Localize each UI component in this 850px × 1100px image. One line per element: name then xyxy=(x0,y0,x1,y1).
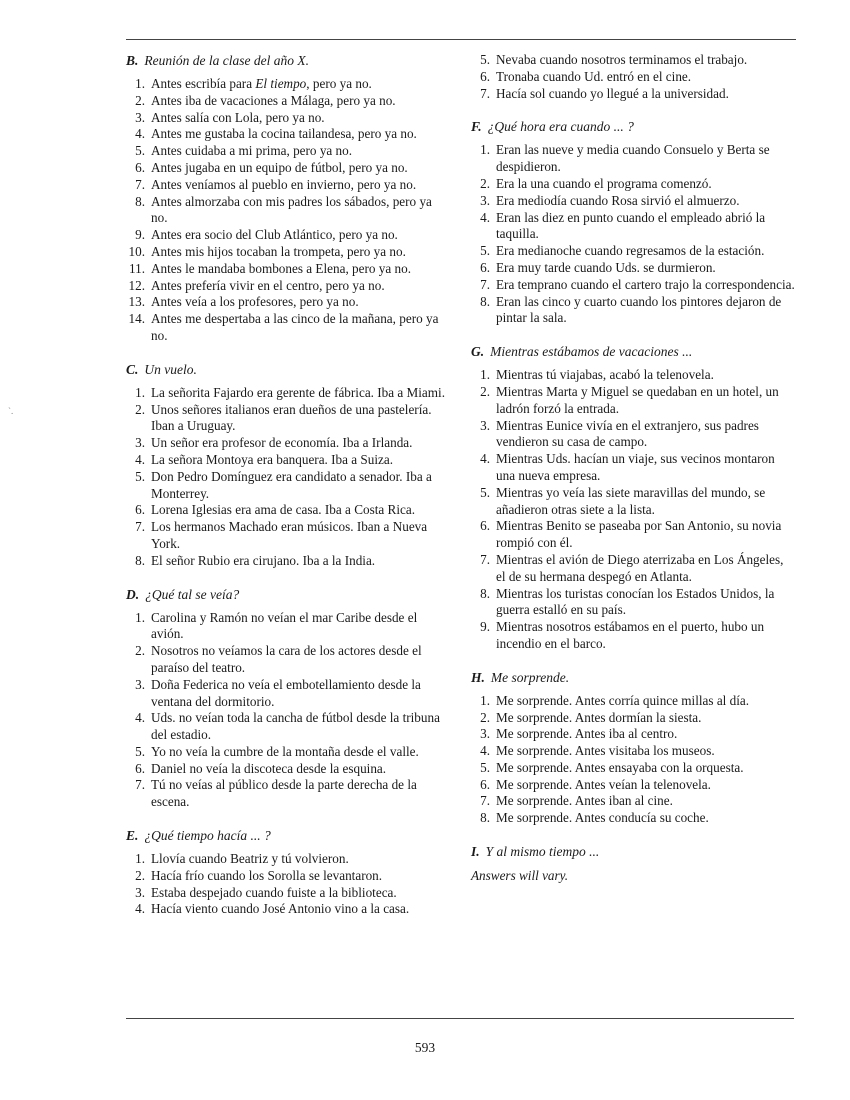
section-heading xyxy=(126,586,446,603)
item-text: Me sorprende. Antes conducía su coche. xyxy=(496,810,709,826)
list-item xyxy=(471,810,796,827)
item-text: Mientras el avión de Diego aterrizaba en Los Ángeles, el de su hermana despegó en Atlanta. xyxy=(496,551,784,584)
item-text: Don Pedro Domínguez era candidato a senador. Iba a Monterrey. xyxy=(151,468,432,501)
item-number: 2. xyxy=(135,867,145,883)
list-item xyxy=(126,777,446,811)
item-text: Lorena Iglesias era ama de casa. Iba a Costa Rica. xyxy=(151,502,415,518)
section-b xyxy=(126,52,446,345)
item-text: Yo no veía la cumbre de la montaña desde el valle. xyxy=(151,743,419,759)
item-text: Los hermanos Machado eran músicos. Iban a Nueva York. xyxy=(151,519,428,551)
item-text: Estaba despejado cuando fuiste a la biblioteca. xyxy=(151,884,397,900)
item-text: Antes jugaba en un equipo de fútbol, pero ya no. xyxy=(151,159,408,175)
item-number: 5. xyxy=(480,243,490,259)
section-h xyxy=(471,669,796,827)
list-item xyxy=(126,677,446,711)
item-number: 7. xyxy=(135,176,145,192)
list-item xyxy=(471,260,796,277)
item-text: Era la una cuando el programa comenzó. xyxy=(496,175,712,191)
item-number: 12. xyxy=(128,277,145,293)
section-letter: I. xyxy=(471,844,480,860)
section-heading xyxy=(471,843,796,860)
list-item xyxy=(471,586,796,620)
list-item xyxy=(471,210,796,244)
item-number: 1. xyxy=(135,851,145,867)
item-number: 2. xyxy=(135,92,145,108)
item-text: Eran las cinco y cuarto cuando los pintores dejaron de pintar la sala. xyxy=(496,293,782,326)
item-text: Me sorprende. Antes veían la telenovela. xyxy=(496,776,711,792)
list-item xyxy=(126,744,446,761)
item-number: 4. xyxy=(135,710,145,726)
item-text: Antes era socio del Club Atlántico, pero ya no. xyxy=(151,227,398,243)
answer-note: Answers will vary. xyxy=(471,868,569,884)
list-item xyxy=(471,760,796,777)
item-number: 9. xyxy=(480,619,490,635)
item-text: Llovía cuando Beatriz y tú volvieron. xyxy=(151,851,349,867)
section-letter: C. xyxy=(126,361,139,377)
item-number: 6. xyxy=(480,68,490,84)
list-item xyxy=(471,743,796,760)
item-number: 7. xyxy=(135,777,145,793)
answer-list xyxy=(471,142,796,327)
item-number: 7. xyxy=(480,276,490,292)
item-text: Era medianoche cuando regresamos de la estación. xyxy=(496,243,765,259)
page-number: 593 xyxy=(414,1040,436,1055)
item-text: Mientras los turistas conocían los Estados Unidos, la guerra estalló en su país. xyxy=(496,585,775,618)
list-item xyxy=(126,160,446,177)
list-item xyxy=(126,710,446,744)
section-heading xyxy=(126,361,446,378)
item-number: 1. xyxy=(135,384,145,400)
item-text: Antes mis hijos tocaban la trompeta, pero ya no. xyxy=(151,243,406,259)
item-number: 3. xyxy=(135,435,145,451)
section-letter: H. xyxy=(471,669,485,685)
list-item xyxy=(471,451,796,485)
section-heading xyxy=(126,52,446,69)
item-number: 7. xyxy=(135,519,145,535)
item-number: 5. xyxy=(135,468,145,484)
item-text: Nosotros no veíamos la cara de los actores desde el paraíso del teatro. xyxy=(151,643,422,675)
item-number: 2. xyxy=(480,175,490,191)
list-item xyxy=(126,385,446,402)
item-number: 6. xyxy=(135,502,145,518)
item-text: Mientras Marta y Miguel se quedaban en un hotel, un ladrón forzó la entrada. xyxy=(496,383,779,416)
section-heading xyxy=(471,343,796,360)
bottom-rule xyxy=(126,1018,794,1019)
item-number: 6. xyxy=(135,159,145,175)
list-item xyxy=(126,519,446,553)
item-text: Tú no veías al público desde la parte derecha de la escena. xyxy=(151,777,417,810)
item-number: 3. xyxy=(135,884,145,900)
item-number: 1. xyxy=(135,76,145,91)
answer-list xyxy=(471,693,796,827)
item-text: Mientras Eunice vivía en el extranjero, sus padres vendieron su casa de campo. xyxy=(496,417,759,450)
item-text: Me sorprende. Antes dormían la siesta. xyxy=(496,709,702,725)
list-item xyxy=(471,518,796,552)
list-item xyxy=(126,143,446,160)
item-text: Mientras nosotros estábamos en el puerto, hubo un incendio en el barco. xyxy=(496,619,765,651)
item-text: Hacía viento cuando José Antonio vino a la casa. xyxy=(151,901,410,917)
answer-list xyxy=(471,367,796,653)
item-text: Antes cuidaba a mi prima, pero ya no. xyxy=(151,143,353,159)
item-number: 7. xyxy=(480,551,490,567)
item-number: 7. xyxy=(480,85,490,101)
list-item xyxy=(126,311,446,345)
list-item xyxy=(126,901,446,918)
item-text: Hacía sol cuando yo llegué a la universidad. xyxy=(496,85,729,101)
item-text: Carolina y Ramón no veían el mar Caribe desde el avión. xyxy=(151,609,418,642)
section-d xyxy=(126,586,446,812)
left-column xyxy=(126,52,446,934)
item-text: Un señor era profesor de economía. Iba a Irlanda. xyxy=(151,435,413,451)
item-number: 1. xyxy=(135,609,145,625)
list-item xyxy=(126,244,446,261)
section-title: Mientras estábamos de vacaciones ... xyxy=(490,344,693,360)
item-number: 5. xyxy=(135,743,145,759)
section-heading xyxy=(471,118,796,135)
list-item xyxy=(126,294,446,311)
item-text: Antes almorzaba con mis padres los sábados, pero ya no. xyxy=(151,193,432,226)
item-text: Mientras yo veía las siete maravillas del mundo, se añadieron otras siete a la lista. xyxy=(496,484,766,517)
item-number: 5. xyxy=(480,484,490,500)
right-column xyxy=(471,52,796,900)
list-item xyxy=(126,885,446,902)
item-number: 13. xyxy=(128,294,145,310)
list-item xyxy=(471,485,796,519)
item-number: 6. xyxy=(135,760,145,776)
list-item xyxy=(471,86,796,103)
list-item xyxy=(126,110,446,127)
list-item xyxy=(471,243,796,260)
list-item xyxy=(126,227,446,244)
list-item xyxy=(126,435,446,452)
item-text: Antes escribía para xyxy=(151,76,256,91)
item-number: 1. xyxy=(480,142,490,158)
section-letter: G. xyxy=(471,344,485,360)
item-text: Tronaba cuando Ud. entró en el cine. xyxy=(496,68,692,84)
list-item xyxy=(126,452,446,469)
item-text: Mientras tú viajabas, acabó la telenovela. xyxy=(496,367,714,383)
item-number: 5. xyxy=(480,759,490,775)
section-letter: B. xyxy=(126,53,139,68)
item-text: Me sorprende. Antes corría quince millas al día. xyxy=(496,692,750,708)
section-title: Me sorprende. xyxy=(490,669,570,685)
item-text: Mientras Uds. hacían un viaje, sus vecinos montaron una nueva empresa. xyxy=(496,451,775,483)
section-heading xyxy=(126,827,446,844)
item-text: La señorita Fajardo era gerente de fábrica. Iba a Miami. xyxy=(151,384,446,400)
list-item xyxy=(471,726,796,743)
section-letter: F. xyxy=(471,119,482,135)
item-number: 2. xyxy=(135,401,145,417)
item-text: La señora Montoya era banquera. Iba a Suiza. xyxy=(151,451,394,467)
item-text: Antes me gustaba la cocina tailandesa, pero ya no. xyxy=(151,126,417,142)
item-text: Era mediodía cuando Rosa sirvió el almuerzo. xyxy=(496,192,740,208)
answer-list xyxy=(126,76,446,345)
item-text: Me sorprende. Antes iban al cine. xyxy=(496,793,673,809)
item-text: Antes salía con Lola, pero ya no. xyxy=(151,109,325,125)
list-item xyxy=(126,126,446,143)
list-item xyxy=(471,176,796,193)
item-number: 2. xyxy=(135,643,145,659)
list-item xyxy=(126,177,446,194)
item-number: 1. xyxy=(480,692,490,708)
section-g xyxy=(471,343,796,653)
answer-list xyxy=(126,385,446,570)
item-number: 4. xyxy=(135,901,145,917)
item-number: 8. xyxy=(135,552,145,568)
item-number: 4. xyxy=(135,126,145,142)
list-item xyxy=(126,851,446,868)
item-number: 3. xyxy=(480,417,490,433)
item-text: Me sorprende. Antes ensayaba con la orquesta. xyxy=(496,759,744,775)
item-number: 8. xyxy=(480,293,490,309)
list-item xyxy=(471,277,796,294)
item-text: Antes me despertaba a las cinco de la mañana, pero ya no. xyxy=(151,311,439,343)
item-number: 3. xyxy=(135,676,145,692)
list-item xyxy=(471,142,796,176)
item-text: Antes le mandaba bombones a Elena, pero ya no. xyxy=(151,260,412,276)
item-number: 9. xyxy=(135,227,145,243)
item-text: Antes iba de vacaciones a Málaga, pero ya no. xyxy=(151,92,396,108)
list-item xyxy=(471,793,796,810)
list-item xyxy=(471,367,796,384)
list-item xyxy=(126,402,446,436)
section-heading xyxy=(471,669,796,686)
top-rule xyxy=(126,39,796,40)
section-e-continued xyxy=(471,52,796,102)
list-item xyxy=(471,552,796,586)
list-item xyxy=(126,502,446,519)
item-italic-text: El tiempo xyxy=(255,76,307,91)
section-title: ¿Qué hora era cuando ... ? xyxy=(487,119,634,135)
section-i xyxy=(471,843,796,884)
section-c xyxy=(126,361,446,570)
item-text: Antes veía a los profesores, pero ya no. xyxy=(151,294,359,310)
item-number: 5. xyxy=(135,143,145,159)
item-number: 8. xyxy=(480,585,490,601)
section-title: Reunión de la clase del año X. xyxy=(144,53,309,68)
item-number: 3. xyxy=(135,109,145,125)
answer-list xyxy=(126,851,446,918)
section-letter: E. xyxy=(126,828,139,844)
item-number: 4. xyxy=(135,451,145,467)
list-item xyxy=(471,384,796,418)
item-text: Me sorprende. Antes visitaba los museos. xyxy=(496,743,715,759)
item-text: Hacía frío cuando los Sorolla se levantaron. xyxy=(151,867,383,883)
item-number: 6. xyxy=(480,776,490,792)
list-item xyxy=(471,693,796,710)
list-item xyxy=(126,643,446,677)
list-item xyxy=(126,761,446,778)
scan-mark: `. xyxy=(8,406,14,416)
item-number: 2. xyxy=(480,709,490,725)
item-text: Doña Federica no veía el embotellamiento desde la ventana del dormitorio. xyxy=(151,676,421,709)
list-item xyxy=(471,69,796,86)
item-text: , pero ya no. xyxy=(306,76,372,91)
list-item xyxy=(126,469,446,503)
list-item xyxy=(126,553,446,570)
answer-list xyxy=(471,52,796,102)
item-text: Antes prefería vivir en el centro, pero ya no. xyxy=(151,277,385,293)
item-number: 6. xyxy=(480,518,490,534)
item-number: 2. xyxy=(480,383,490,399)
item-text: Antes veníamos al pueblo en invierno, pero ya no. xyxy=(151,176,417,192)
item-number: 5. xyxy=(480,52,490,67)
item-text: Nevaba cuando nosotros terminamos el trabajo. xyxy=(496,52,748,67)
list-item xyxy=(126,610,446,644)
section-e xyxy=(126,827,446,918)
list-item xyxy=(471,619,796,653)
item-text: Daniel no veía la discoteca desde la esquina. xyxy=(151,760,387,776)
item-text: Uds. no veían toda la cancha de fútbol desde la tribuna del estadio. xyxy=(151,710,440,743)
list-item xyxy=(126,261,446,278)
item-number: 3. xyxy=(480,726,490,742)
list-item xyxy=(126,278,446,295)
section-title: Un vuelo. xyxy=(144,361,197,377)
list-item xyxy=(471,193,796,210)
item-text: Era temprano cuando el cartero trajo la correspondencia. xyxy=(496,276,795,292)
list-item xyxy=(471,710,796,727)
item-number: 4. xyxy=(480,209,490,225)
item-number: 4. xyxy=(480,743,490,759)
item-number: 10. xyxy=(128,243,145,259)
item-text: Eran las diez en punto cuando el empleado abrió la taquilla. xyxy=(496,209,766,242)
section-title: Y al mismo tiempo ... xyxy=(485,844,600,860)
item-text: El señor Rubio era cirujano. Iba a la India. xyxy=(151,552,376,568)
list-item xyxy=(471,294,796,328)
item-text: Mientras Benito se paseaba por San Antonio, su novia rompió con él. xyxy=(496,518,782,551)
section-title: ¿Qué tal se veía? xyxy=(145,586,240,602)
list-item xyxy=(471,777,796,794)
section-f xyxy=(471,118,796,327)
item-number: 8. xyxy=(480,810,490,826)
item-text: Era muy tarde cuando Uds. se durmieron. xyxy=(496,259,716,275)
list-item xyxy=(126,868,446,885)
item-number: 4. xyxy=(480,451,490,467)
item-number: 7. xyxy=(480,793,490,809)
item-text: Me sorprende. Antes iba al centro. xyxy=(496,726,678,742)
item-number: 6. xyxy=(480,259,490,275)
list-item xyxy=(126,76,446,93)
section-title: ¿Qué tiempo hacía ... ? xyxy=(144,828,271,844)
section-letter: D. xyxy=(126,586,140,602)
list-item xyxy=(126,194,446,228)
item-number: 14. xyxy=(128,311,145,327)
list-item xyxy=(471,52,796,69)
item-number: 1. xyxy=(480,367,490,383)
item-number: 8. xyxy=(135,193,145,209)
answer-list xyxy=(126,610,446,812)
list-item xyxy=(471,418,796,452)
list-item xyxy=(126,93,446,110)
item-text: Eran las nueve y media cuando Consuelo y Berta se despidieron. xyxy=(496,142,770,175)
item-number: 11. xyxy=(129,260,145,276)
item-text: Unos señores italianos eran dueños de una pastelería. Iban a Uruguay. xyxy=(151,401,432,434)
item-number: 3. xyxy=(480,192,490,208)
